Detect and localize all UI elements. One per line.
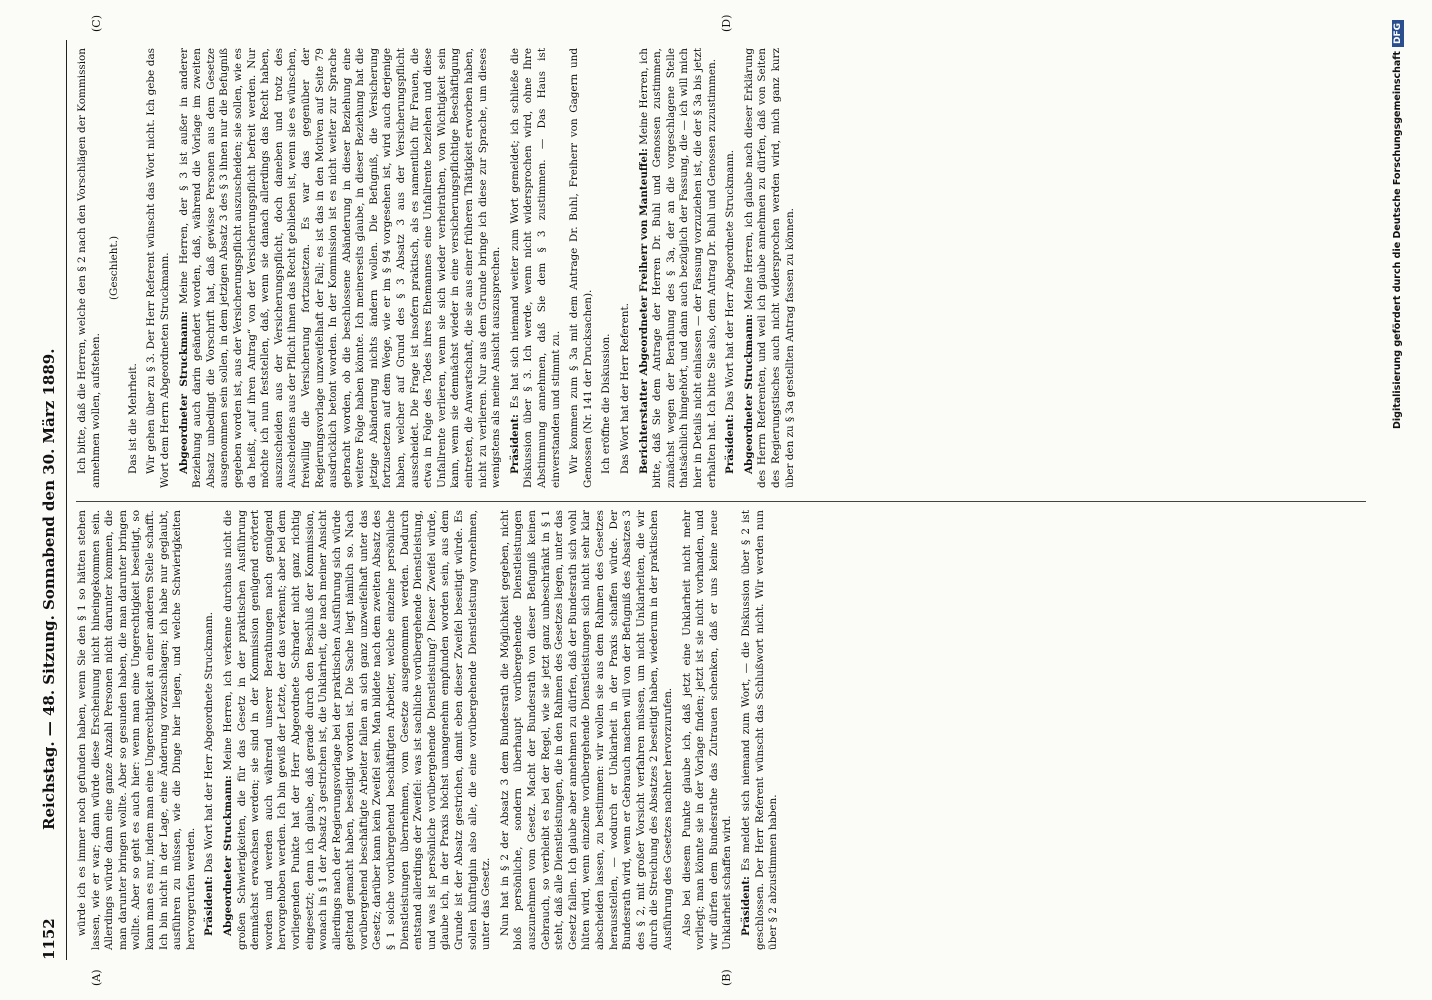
- paragraph-text: würde ich es immer noch gefunden haben, wenn Sie den § 1 so hätten stehen lassen, wie er war; dann würde diese Erscheinung nicht hineingekommen sein. Allerdings würde dann eine ganze Anzahl Personen nicht darunter kommen, die man darunter bringen wollte. Aber so gesunden haben, die man darunter bringen wollte. Aber so geht es auch hier: wenn man eine Ungerechtigkeit beseitigt, so kann man es nur, indem man eine Ungerechtigkeit an einer anderen Stelle schafft. Ich bin nicht in der Lage, eine Änderung vorzuschlagen; ich habe nur geglaubt, ausführen zu müssen, wie die Dinge hier liegen, und welche Schwierigkeiten hervorgerufen werden.: [76, 510, 197, 950]
- paragraph: [638, 48, 720, 488]
- paragraph: [724, 48, 738, 488]
- paragraph-text: Meine Herren, ich verkenne durchaus nicht die großen Schwierigkeiten, die für das Gesetz in der praktischen Ausführung demnächst erwachsen werden; sie sind in der Kommission genügend erörtert worden und werden auch während unserer Berathungen nach genügend hervorgehoben werden. Ich bin gewiß der Letzte, der das verkennt; aber bei dem vorliegenden Punkte hat der Herr Abgeordnete Schrader nicht ganz richtig eingesetzt; denn ich glaube, daß gerade durch den Beschluß der Kommission, wonach in § 1 der Absatz 3 gestrichen ist, die Unklarheit, die nach meiner Ansicht allerdings nach der Regierungsvorlage bei der praktischen Ausführung sich würde geltend gemacht haben, beseitigt worden ist. Die Sache liegt nämlich so. Nach vorübergehend beschäftigte Arbeiter fallen an sich ganz unzweifelhaft unter das Gesetz; darüber kann kein Zweifel sein. Man bildete nach dem zweiten Absatz des § 1 solche vorübergehend beschäftigten Arbeiter, welche einzelne persönliche Dienstleistungen übernehmen, vom Gesetze ausgenommen werden. Dadurch entstand allerdings der Zweifel: was ist sachliche vorübergehende Dienstleistung, und was ist persönliche vorübergehende Dienstleistung? Dieser Zweifel würde, glaube ich, in der Praxis höchst unangenehm empfunden worden sein, aus dem Grunde ist der Absatz gestrichen, damit eben dieser Zweifel beseitigt würde. Es sollen künftighin also alle, die eine vorübergehende Dienstleistung vornehmen, unter das Gesetz.: [221, 510, 493, 950]
- paragraph-text: Meine Herren, der § 3 ist außer in anderer Beziehung auch darin geändert worden, daß, während die Vorlage im zweiten Absatz unbedingt die Vorschrift hat, daß gewisse Personen aus dem Gesetze ausgenommen sein sollen, in dem jetzigen Absatz 3 des § 3 ihnen nur die Befugniß gegeben worden ist, aus der Versicherungspflicht auszuscheiden; sie sollen, wie es da heißt, „auf ihren Antrag“ von der Versicherungspflicht befreit werden. Nur möchte ich nun feststellen, daß, wenn sie danach allerdings das Recht haben, auszuscheiden aus der Versicherungspflicht, doch daneben und trotz des Ausscheidens aus der Pflicht ihnen das Recht geblieben ist, wenn sie es wünschen, freiwillig die Versicherung fortzusetzen. Es war das gegenüber der Regierungsvorlage unzweifelhaft der Fall; es ist das in den Motiven auf Seite 79 ausdrücklich betont worden. In der Kommission ist es nicht weiter zur Sprache gebracht worden, ob die beschlossene Abänderung in dieser Beziehung eine weitere Folge haben könnte. Ich meinerseits glaube, in dieser Beziehung hat die jetzige Abänderung nichts ändern wollen. Die Befugniß, die Versicherung fortzusetzen auf dem Wege, wie er im § 94 vorgesehen ist, wird auch derjenige haben, welcher auf Grund des § 3 Absatz 3 aus der Versicherungspflicht ausscheidet. Die Frage ist insofern praktisch, als es namentlich für Frauen, die etwa in Folge des Todes ihres Ehemannes eine Unfallrente beziehen und diese Unfallrente verlieren, wenn sie sich wieder verheirathen, von Wichtigkeit sein kann, wenn sie demnächst wieder in eine versicherungspflichtige Beschäftigung eintreten, die Anwartschaft, die sie aus einer früheren Thätigkeit erworben haben, nicht zu verlieren. Nur aus dem Grunde bringe ich diese zur Sprache, um dieses wenigstens als meine Ansicht auszusprechen.: [177, 48, 503, 488]
- header-title: Reichstag. — 48. Sitzung. Sonnabend den 30. März 1889.: [40, 348, 58, 830]
- paragraph-text: Meine Herren, ich glaube nach dieser Erklärung des Herrn Referenten, und weil ich glaube annehmen zu dürfen, daß von Seiten des Regierungstisches auch nicht widersprochen werden wird, mich ganz kurz über den zu § 3a gestellten Antrag fassen zu können.: [742, 48, 796, 488]
- paragraph: [127, 48, 141, 488]
- paragraph: [743, 48, 797, 488]
- paragraph: [76, 510, 198, 950]
- speaker-name: Abgeordneter Struckmann:: [221, 775, 234, 936]
- paragraph: [740, 510, 781, 950]
- margin-mark-b: (B): [720, 969, 733, 986]
- paragraph-text: Also bei diesem Punkte glaube ich, daß jetzt eine Unklarheit nicht mehr vorliegt; man könnte sie in der Vorlage finden; jetzt ist sie nicht vorhanden, und wir dürfen dem Bundesrathe das Zutrauen schenken, daß er uns keine neue Unklarheit schaffen wird.: [680, 510, 734, 950]
- paragraph-text: Ich eröffne die Diskussion.: [600, 333, 613, 474]
- paragraph: [509, 48, 563, 488]
- paragraph: [76, 48, 103, 488]
- paragraph: [108, 48, 122, 488]
- page-header: [40, 40, 62, 960]
- paragraph-text: Nun hat in § 2 der Absatz 3 dem Bundesrath die Möglichkeit gegeben, nicht bloß persönliche, sondern überhaupt vorübergehende Dienstleistungen auszunehmen vom Gesetz. Macht der Bundesrath von dieser Befugniß keinen Gebrauch, so verbleibt es bei der Regel, wie sie jetzt ganz unbeschränkt in § 1 steht, daß alle Dienstleistungen, die in den Rahmen des Gesetzes liegen, unter das Gesetz fallen. Ich glaube aber annehmen zu dürfen, daß der Bundesrath sich wohl hüten wird, wenn einzelne vorübergehende Dienstleistungen sich nicht sehr klar abscheiden lassen, zu bestimmen: wir wollen sie aus dem Rahmen des Gesetzes herausstellen, — wodurch er Unklarheit in der Praxis schaffen würde. Der Bundesrath wird, wenn er Gebrauch machen will von der Befugniß des Absatzes 3 des § 2, mit großer Vorsicht verfahren müssen, um nicht Unklarheiten, die wir durch die Streichung des Absatzes 2 beseitigt haben, wiederum in der praktischen Ausführung des Gesetzes nachher hervorzurufen.: [498, 510, 674, 950]
- paragraph: [600, 48, 614, 488]
- paragraph: [499, 510, 676, 950]
- paragraph: [681, 510, 735, 950]
- margin-mark-a: (A): [90, 969, 103, 986]
- margin-mark-d: (D): [720, 14, 733, 32]
- paragraph-text: Wir kommen zum § 3a mit dem Antrage Dr. Buhl, Freiherr von Gagern und Genossen (Nr. 141 der Drucksachen).: [568, 48, 594, 488]
- paragraph: [178, 48, 504, 488]
- paragraph-text: Das Wort hat der Herr Referent.: [618, 303, 631, 474]
- paragraph-text: Wir gehen über zu § 3. Der Herr Referent wünscht das Wort nicht. Ich gebe das Wort dem Herrn Abgeordneten Struckmann.: [145, 48, 171, 488]
- margin-mark-c: (C): [90, 15, 103, 32]
- speaker-name: Präsident:: [203, 876, 216, 936]
- paragraph-text: (Geschieht.): [108, 235, 121, 301]
- header-rule: [66, 40, 67, 960]
- paragraph: [568, 48, 595, 488]
- footer-text: Digitalisierung gefördert durch die Deutsche Forschungsgemeinschaft: [1392, 51, 1403, 429]
- paragraph-text: Es meldet sich niemand zum Wort, — die Diskussion über § 2 ist geschlossen. Der Herr Referent wünscht das Schlußwort nicht. Wir werden nun über § 2 abzustimmen haben.: [739, 510, 780, 950]
- paragraph: [145, 48, 172, 488]
- speaker-name: Abgeordneter Struckmann:: [177, 311, 190, 474]
- speaker-name: Berichterstatter Abgeordneter Freiherr von Manteuffel:: [637, 148, 650, 474]
- speaker-name: Präsident:: [739, 876, 752, 936]
- paragraph: [203, 510, 217, 950]
- paragraph-text: Das Wort hat der Herr Abgeordnete Struckmann.: [203, 611, 216, 873]
- paragraph-text: Es hat sich niemand weiter zum Wort gemeldet; ich schließe die Diskussion über § 3. Ich werde, wenn nicht widersprochen wird, ohne Ihre Abstimmung annehmen, daß Sie dem § 3 zustimmen. — Das Haus ist einverstanden und stimmt zu.: [508, 48, 562, 488]
- column-divider: [76, 501, 1366, 502]
- page-number: 1152: [40, 918, 58, 960]
- paragraph: [619, 48, 633, 488]
- speaker-name: Präsident:: [508, 414, 521, 474]
- right-column: [76, 48, 1366, 488]
- left-column: [76, 510, 1366, 950]
- speaker-name: Präsident:: [724, 414, 737, 474]
- paragraph-text: Ich bitte, daß die Herren, welche den § 2 nach den Vorschlägen der Kommission annehmen wollen, aufstehen.: [76, 48, 102, 488]
- paragraph-text: Das ist die Mehrheit.: [126, 363, 139, 474]
- paragraph: [222, 510, 494, 950]
- digitization-footer: [1392, 20, 1404, 480]
- dfg-logo: DFG: [1392, 20, 1404, 47]
- paragraph-text: Meine Herren, ich bitte, daß Sie dem Antrage der Herren Dr. Buhl und Genossen zustimmen, zunächst wegen der Berathung des § 3a, der an die vorgeschlagene Stelle thatsächlich hingehört, und dann auch bezüglich der Fassung, die — ich will mich hier in Details nicht einlassen — der Fassung vorzuziehen ist, die der § 3a bis jetzt erhalten hat. Ich bitte Sie also, dem Antrag Dr. Buhl und Genossen zuzustimmen.: [637, 48, 718, 488]
- paragraph-text: Das Wort hat der Herr Abgeordnete Struckmann.: [724, 149, 737, 411]
- speaker-name: Abgeordneter Struckmann:: [742, 314, 755, 474]
